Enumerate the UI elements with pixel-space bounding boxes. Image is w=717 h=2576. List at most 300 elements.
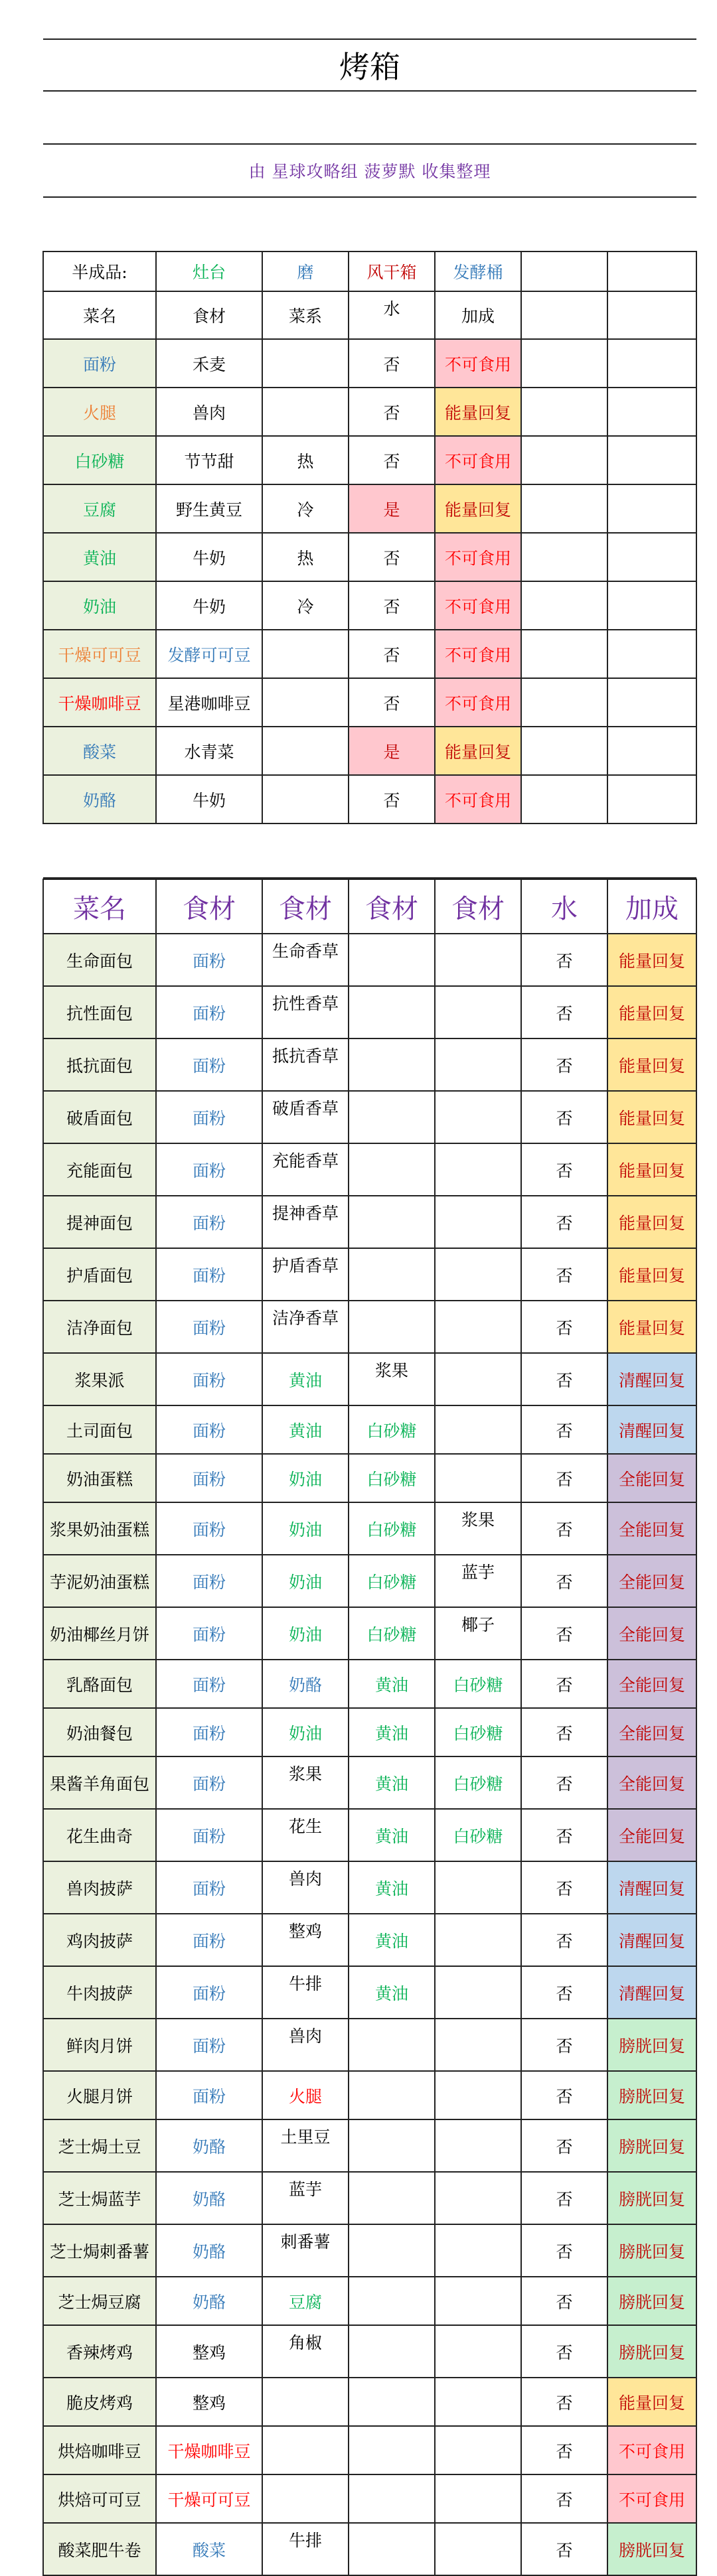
cell-buff: 膀胱回复 bbox=[607, 2325, 696, 2378]
cell-ingredient bbox=[262, 2474, 349, 2523]
cell-ingredient: 兽肉 bbox=[156, 388, 262, 436]
cell-buff: 不可食用 bbox=[435, 581, 521, 630]
header-cell: 加成 bbox=[435, 291, 521, 339]
table-row bbox=[43, 1301, 696, 1353]
cell-empty bbox=[521, 630, 607, 678]
cell-category: 热 bbox=[262, 533, 349, 581]
cell-ingredient: 牛排 bbox=[262, 2523, 349, 2575]
cell-ingredient bbox=[435, 2224, 521, 2277]
cell-ingredient: 浆果 bbox=[435, 1502, 521, 1555]
cell-ingredient: 刺番薯 bbox=[262, 2224, 349, 2277]
cell-ingredient bbox=[349, 2119, 435, 2172]
cell-water: 否 bbox=[521, 1091, 607, 1143]
cell-ingredient bbox=[435, 2426, 521, 2474]
cell-ingredient: 面粉 bbox=[156, 1607, 262, 1660]
cell-water: 否 bbox=[521, 1454, 607, 1502]
table-row bbox=[43, 1861, 696, 1914]
cell-name: 浆果奶油蛋糕 bbox=[43, 1502, 156, 1555]
table-row bbox=[43, 388, 696, 436]
cell-empty bbox=[607, 533, 696, 581]
table-row bbox=[43, 2277, 696, 2325]
cell-empty bbox=[521, 533, 607, 581]
cell-ingredient bbox=[435, 2172, 521, 2224]
cell-ingredient bbox=[435, 2378, 521, 2426]
cell-ingredient bbox=[435, 1091, 521, 1143]
cell-water: 否 bbox=[521, 2172, 607, 2224]
cell-name: 香辣烤鸡 bbox=[43, 2325, 156, 2378]
table-row bbox=[43, 2224, 696, 2277]
table-row bbox=[43, 1966, 696, 2019]
cell-ingredient bbox=[435, 1143, 521, 1196]
cell-name: 护盾面包 bbox=[43, 1248, 156, 1301]
cell-ingredient: 椰子 bbox=[435, 1607, 521, 1660]
header-cell: 灶台 bbox=[156, 251, 262, 291]
cell-empty bbox=[607, 484, 696, 533]
cell-ingredient: 面粉 bbox=[156, 1248, 262, 1301]
cell-ingredient: 面粉 bbox=[156, 1809, 262, 1861]
table-row bbox=[43, 1038, 696, 1091]
cell-name: 酸菜 bbox=[43, 727, 156, 775]
cell-ingredient: 整鸡 bbox=[262, 1914, 349, 1966]
cell-ingredient: 提神香草 bbox=[262, 1196, 349, 1248]
cell-ingredient: 黄油 bbox=[262, 1353, 349, 1405]
cell-ingredient bbox=[435, 2325, 521, 2378]
cell-ingredient bbox=[435, 2019, 521, 2071]
cell-buff: 能量回复 bbox=[435, 727, 521, 775]
header-cell: 食材 bbox=[262, 879, 349, 934]
table-row bbox=[43, 436, 696, 484]
cell-water: 否 bbox=[521, 1555, 607, 1607]
cell-name: 芝士焗刺番薯 bbox=[43, 2224, 156, 2277]
semi-table bbox=[42, 38, 697, 879]
table-row bbox=[43, 1809, 696, 1861]
cell-name: 奶酪 bbox=[43, 775, 156, 823]
cell-ingredient bbox=[349, 2071, 435, 2119]
cell-ingredient bbox=[435, 986, 521, 1038]
semi-subheader-row bbox=[43, 291, 696, 339]
table-row bbox=[43, 934, 696, 986]
cell-category bbox=[262, 775, 349, 823]
cell-ingredient bbox=[435, 2523, 521, 2575]
cell-buff: 能量回复 bbox=[435, 388, 521, 436]
table-row bbox=[43, 2523, 696, 2575]
cell-name: 抵抗面包 bbox=[43, 1038, 156, 1091]
cell-ingredient: 禾麦 bbox=[156, 339, 262, 388]
cell-category bbox=[262, 727, 349, 775]
cell-ingredient: 奶油 bbox=[262, 1607, 349, 1660]
cell-name: 酸菜肥牛卷 bbox=[43, 2523, 156, 2575]
cell-water: 否 bbox=[521, 1038, 607, 1091]
cell-category bbox=[262, 388, 349, 436]
cell-buff: 能量回复 bbox=[607, 1248, 696, 1301]
cell-name: 干燥咖啡豆 bbox=[43, 678, 156, 727]
cell-name: 抗性面包 bbox=[43, 986, 156, 1038]
cell-name: 芝士焗蓝芋 bbox=[43, 2172, 156, 2224]
cell-ingredient: 面粉 bbox=[156, 1091, 262, 1143]
cell-buff: 全能回复 bbox=[607, 1607, 696, 1660]
cell-ingredient bbox=[435, 2277, 521, 2325]
table-row bbox=[43, 678, 696, 727]
cell-category bbox=[262, 630, 349, 678]
cell-empty bbox=[521, 727, 607, 775]
cell-water: 否 bbox=[521, 1861, 607, 1914]
cell-ingredient bbox=[262, 2378, 349, 2426]
cell-ingredient: 奶酪 bbox=[156, 2277, 262, 2325]
table-row bbox=[43, 2019, 696, 2071]
cell-water: 是 bbox=[349, 727, 435, 775]
cell-ingredient bbox=[435, 1196, 521, 1248]
cell-water: 否 bbox=[349, 630, 435, 678]
table-row bbox=[43, 1143, 696, 1196]
cell-water: 否 bbox=[521, 2426, 607, 2474]
header-cell: 菜名 bbox=[43, 879, 156, 934]
cell-ingredient: 节节甜 bbox=[156, 436, 262, 484]
cell-name: 面粉 bbox=[43, 339, 156, 388]
cell-water: 否 bbox=[521, 1708, 607, 1756]
table-row bbox=[43, 1555, 696, 1607]
cell-ingredient bbox=[349, 2523, 435, 2575]
cell-water: 否 bbox=[349, 533, 435, 581]
cell-ingredient: 白砂糖 bbox=[435, 1756, 521, 1809]
header-cell bbox=[521, 251, 607, 291]
header-cell: 水 bbox=[521, 879, 607, 934]
cell-ingredient: 火腿 bbox=[262, 2071, 349, 2119]
cell-empty bbox=[607, 775, 696, 823]
header-cell: 加成 bbox=[607, 879, 696, 934]
cell-ingredient: 奶油 bbox=[262, 1502, 349, 1555]
cell-ingredient: 面粉 bbox=[156, 1143, 262, 1196]
cell-ingredient: 白砂糖 bbox=[435, 1809, 521, 1861]
cell-name: 鸡肉披萨 bbox=[43, 1914, 156, 1966]
table-row bbox=[43, 2426, 696, 2474]
cell-name: 充能面包 bbox=[43, 1143, 156, 1196]
cell-ingredient: 面粉 bbox=[156, 1914, 262, 1966]
cell-water: 否 bbox=[521, 1502, 607, 1555]
table-row bbox=[43, 2474, 696, 2523]
header-cell: 菜名 bbox=[43, 291, 156, 339]
cell-ingredient bbox=[349, 1038, 435, 1091]
cell-buff: 清醒回复 bbox=[607, 1914, 696, 1966]
cell-ingredient: 黄油 bbox=[262, 1405, 349, 1454]
cell-water: 否 bbox=[521, 1143, 607, 1196]
cell-ingredient: 面粉 bbox=[156, 1196, 262, 1248]
cell-empty bbox=[521, 339, 607, 388]
table-row bbox=[43, 1607, 696, 1660]
table-row bbox=[43, 727, 696, 775]
cell-ingredient: 兽肉 bbox=[262, 1861, 349, 1914]
cell-name: 火腿 bbox=[43, 388, 156, 436]
cell-buff: 膀胱回复 bbox=[607, 2019, 696, 2071]
cell-ingredient: 角椒 bbox=[262, 2325, 349, 2378]
cell-ingredient: 黄油 bbox=[349, 1660, 435, 1708]
header-cell: 风干箱 bbox=[349, 251, 435, 291]
table-row bbox=[43, 1248, 696, 1301]
cell-name: 果酱羊角面包 bbox=[43, 1756, 156, 1809]
table-row bbox=[43, 986, 696, 1038]
cell-ingredient bbox=[262, 2426, 349, 2474]
cell-ingredient: 破盾香草 bbox=[262, 1091, 349, 1143]
cell-ingredient: 面粉 bbox=[156, 2071, 262, 2119]
cell-ingredient: 生命香草 bbox=[262, 934, 349, 986]
cell-ingredient: 整鸡 bbox=[156, 2378, 262, 2426]
cell-buff: 能量回复 bbox=[607, 1301, 696, 1353]
spreadsheet bbox=[42, 38, 696, 2576]
cell-buff: 不可食用 bbox=[435, 630, 521, 678]
header-cell: 磨 bbox=[262, 251, 349, 291]
cell-ingredient: 白砂糖 bbox=[349, 1502, 435, 1555]
cell-empty bbox=[521, 581, 607, 630]
cell-ingredient bbox=[349, 1091, 435, 1143]
cell-ingredient: 奶酪 bbox=[262, 1660, 349, 1708]
cell-buff: 膀胱回复 bbox=[607, 2277, 696, 2325]
cell-name: 生命面包 bbox=[43, 934, 156, 986]
cell-name: 浆果派 bbox=[43, 1353, 156, 1405]
table-row bbox=[43, 581, 696, 630]
cell-water: 否 bbox=[521, 2019, 607, 2071]
cell-ingredient bbox=[435, 1038, 521, 1091]
cell-ingredient bbox=[435, 1861, 521, 1914]
cell-empty bbox=[521, 484, 607, 533]
cell-buff: 能量回复 bbox=[607, 934, 696, 986]
cell-buff: 能量回复 bbox=[435, 484, 521, 533]
table-row bbox=[43, 1708, 696, 1756]
cell-name: 花生曲奇 bbox=[43, 1809, 156, 1861]
cell-ingredient: 面粉 bbox=[156, 1405, 262, 1454]
cell-water: 否 bbox=[521, 1353, 607, 1405]
header-cell bbox=[521, 291, 607, 339]
cell-ingredient bbox=[349, 2172, 435, 2224]
cell-name: 烘焙咖啡豆 bbox=[43, 2426, 156, 2474]
table-row bbox=[43, 775, 696, 823]
cell-buff: 清醒回复 bbox=[607, 1966, 696, 2019]
cell-ingredient: 黄油 bbox=[349, 1914, 435, 1966]
cell-name: 奶油蛋糕 bbox=[43, 1454, 156, 1502]
cell-buff: 不可食用 bbox=[435, 678, 521, 727]
cell-empty bbox=[521, 436, 607, 484]
cell-water: 否 bbox=[349, 678, 435, 727]
cell-ingredient: 牛奶 bbox=[156, 775, 262, 823]
cell-empty bbox=[607, 727, 696, 775]
cell-name: 奶油椰丝月饼 bbox=[43, 1607, 156, 1660]
cell-buff: 清醒回复 bbox=[607, 1861, 696, 1914]
cell-ingredient: 面粉 bbox=[156, 934, 262, 986]
cell-ingredient: 面粉 bbox=[156, 1756, 262, 1809]
table-row bbox=[43, 1660, 696, 1708]
cell-ingredient bbox=[435, 934, 521, 986]
cell-ingredient: 奶酪 bbox=[156, 2119, 262, 2172]
cell-water: 否 bbox=[349, 339, 435, 388]
cell-ingredient: 奶油 bbox=[262, 1555, 349, 1607]
cell-ingredient bbox=[349, 986, 435, 1038]
cell-ingredient: 牛排 bbox=[262, 1966, 349, 2019]
cell-buff: 膀胱回复 bbox=[607, 2523, 696, 2575]
cell-name: 破盾面包 bbox=[43, 1091, 156, 1143]
cell-ingredient: 干燥可可豆 bbox=[156, 2474, 262, 2523]
cell-ingredient: 土里豆 bbox=[262, 2119, 349, 2172]
cell-name: 白砂糖 bbox=[43, 436, 156, 484]
cell-ingredient bbox=[435, 1966, 521, 2019]
cell-buff: 膀胱回复 bbox=[607, 2119, 696, 2172]
cell-water: 否 bbox=[349, 436, 435, 484]
cell-name: 奶油餐包 bbox=[43, 1708, 156, 1756]
table-row bbox=[43, 339, 696, 388]
table-row bbox=[43, 1196, 696, 1248]
cell-ingredient: 黄油 bbox=[349, 1966, 435, 2019]
cell-ingredient: 面粉 bbox=[156, 1966, 262, 2019]
cell-buff: 能量回复 bbox=[607, 2378, 696, 2426]
cell-buff: 不可食用 bbox=[435, 775, 521, 823]
table-row bbox=[43, 1454, 696, 1502]
cell-ingredient: 黄油 bbox=[349, 1756, 435, 1809]
cell-water: 否 bbox=[349, 581, 435, 630]
cell-ingredient: 白砂糖 bbox=[349, 1607, 435, 1660]
cell-buff: 不可食用 bbox=[435, 533, 521, 581]
cell-buff: 不可食用 bbox=[435, 339, 521, 388]
cell-category bbox=[262, 339, 349, 388]
recipe-table bbox=[42, 879, 697, 2576]
cell-ingredient bbox=[349, 2474, 435, 2523]
cell-ingredient: 干燥咖啡豆 bbox=[156, 2426, 262, 2474]
cell-water: 否 bbox=[521, 2523, 607, 2575]
cell-water: 否 bbox=[349, 388, 435, 436]
cell-ingredient: 充能香草 bbox=[262, 1143, 349, 1196]
cell-ingredient bbox=[435, 1405, 521, 1454]
cell-water: 否 bbox=[521, 2119, 607, 2172]
cell-name: 鲜肉月饼 bbox=[43, 2019, 156, 2071]
header-cell: 食材 bbox=[156, 291, 262, 339]
cell-water: 否 bbox=[521, 1756, 607, 1809]
table-row bbox=[43, 1353, 696, 1405]
cell-water: 否 bbox=[521, 1914, 607, 1966]
cell-ingredient: 黄油 bbox=[349, 1809, 435, 1861]
cell-ingredient: 白砂糖 bbox=[349, 1405, 435, 1454]
cell-water: 否 bbox=[521, 2378, 607, 2426]
table-row bbox=[43, 630, 696, 678]
cell-ingredient: 面粉 bbox=[156, 1353, 262, 1405]
cell-name: 烘焙可可豆 bbox=[43, 2474, 156, 2523]
cell-ingredient: 花生 bbox=[262, 1809, 349, 1861]
cell-empty bbox=[607, 630, 696, 678]
cell-water: 否 bbox=[521, 1966, 607, 2019]
cell-ingredient: 奶油 bbox=[262, 1708, 349, 1756]
table-row bbox=[43, 2071, 696, 2119]
cell-water: 否 bbox=[521, 2474, 607, 2523]
cell-water: 否 bbox=[521, 1196, 607, 1248]
header-cell: 水 bbox=[349, 291, 435, 339]
cell-empty bbox=[521, 388, 607, 436]
cell-buff: 不可食用 bbox=[607, 2474, 696, 2523]
cell-ingredient bbox=[435, 1248, 521, 1301]
cell-ingredient: 抗性香草 bbox=[262, 986, 349, 1038]
cell-ingredient: 牛奶 bbox=[156, 581, 262, 630]
recipe-header-row bbox=[43, 879, 696, 934]
cell-ingredient: 白砂糖 bbox=[349, 1454, 435, 1502]
cell-water: 否 bbox=[521, 1301, 607, 1353]
cell-ingredient bbox=[349, 934, 435, 986]
cell-ingredient: 洁净香草 bbox=[262, 1301, 349, 1353]
cell-ingredient: 水青菜 bbox=[156, 727, 262, 775]
cell-ingredient bbox=[349, 2224, 435, 2277]
cell-buff: 全能回复 bbox=[607, 1454, 696, 1502]
cell-ingredient: 面粉 bbox=[156, 1454, 262, 1502]
cell-buff: 能量回复 bbox=[607, 986, 696, 1038]
cell-ingredient bbox=[435, 1914, 521, 1966]
cell-ingredient: 面粉 bbox=[156, 2019, 262, 2071]
cell-ingredient: 星港咖啡豆 bbox=[156, 678, 262, 727]
cell-ingredient: 浆果 bbox=[262, 1756, 349, 1809]
cell-buff: 能量回复 bbox=[607, 1038, 696, 1091]
cell-empty bbox=[607, 678, 696, 727]
cell-name: 土司面包 bbox=[43, 1405, 156, 1454]
cell-ingredient bbox=[349, 1248, 435, 1301]
cell-water: 否 bbox=[521, 2325, 607, 2378]
cell-buff: 全能回复 bbox=[607, 1502, 696, 1555]
cell-buff: 能量回复 bbox=[607, 1196, 696, 1248]
cell-ingredient bbox=[435, 2071, 521, 2119]
cell-buff: 能量回复 bbox=[607, 1143, 696, 1196]
cell-name: 豆腐 bbox=[43, 484, 156, 533]
cell-ingredient: 面粉 bbox=[156, 1660, 262, 1708]
cell-ingredient: 整鸡 bbox=[156, 2325, 262, 2378]
cell-ingredient bbox=[349, 2378, 435, 2426]
cell-name: 奶油 bbox=[43, 581, 156, 630]
header-cell: 食材 bbox=[435, 879, 521, 934]
cell-ingredient: 面粉 bbox=[156, 1301, 262, 1353]
cell-ingredient: 白砂糖 bbox=[435, 1660, 521, 1708]
cell-ingredient: 蓝芋 bbox=[262, 2172, 349, 2224]
cell-ingredient: 黄油 bbox=[349, 1708, 435, 1756]
cell-category: 冷 bbox=[262, 484, 349, 533]
cell-water: 否 bbox=[521, 1248, 607, 1301]
cell-buff: 全能回复 bbox=[607, 1555, 696, 1607]
table-row bbox=[43, 1914, 696, 1966]
cell-water: 否 bbox=[521, 1607, 607, 1660]
cell-buff: 不可食用 bbox=[607, 2426, 696, 2474]
table-row bbox=[43, 2378, 696, 2426]
table-row bbox=[43, 2325, 696, 2378]
cell-name: 芝士焗土豆 bbox=[43, 2119, 156, 2172]
cell-empty bbox=[521, 775, 607, 823]
table-row bbox=[43, 1091, 696, 1143]
cell-ingredient: 发酵可可豆 bbox=[156, 630, 262, 678]
cell-water: 否 bbox=[521, 934, 607, 986]
cell-category: 冷 bbox=[262, 581, 349, 630]
table-row bbox=[43, 1405, 696, 1454]
table-row bbox=[43, 1756, 696, 1809]
cell-ingredient bbox=[349, 2019, 435, 2071]
cell-empty bbox=[521, 678, 607, 727]
cell-ingredient bbox=[435, 1454, 521, 1502]
header-cell bbox=[607, 291, 696, 339]
header-cell: 菜系 bbox=[262, 291, 349, 339]
cell-ingredient: 野生黄豆 bbox=[156, 484, 262, 533]
table-row bbox=[43, 533, 696, 581]
header-cell: 食材 bbox=[349, 879, 435, 934]
cell-buff: 不可食用 bbox=[435, 436, 521, 484]
cell-ingredient: 奶酪 bbox=[156, 2172, 262, 2224]
cell-ingredient: 奶油 bbox=[262, 1454, 349, 1502]
cell-water: 否 bbox=[521, 1660, 607, 1708]
page-title: 烤箱 bbox=[43, 39, 696, 91]
cell-name: 芝士焗豆腐 bbox=[43, 2277, 156, 2325]
cell-name: 兽肉披萨 bbox=[43, 1861, 156, 1914]
cell-ingredient bbox=[435, 1353, 521, 1405]
cell-ingredient: 兽肉 bbox=[262, 2019, 349, 2071]
cell-name: 火腿月饼 bbox=[43, 2071, 156, 2119]
cell-water: 否 bbox=[521, 2277, 607, 2325]
cell-name: 乳酪面包 bbox=[43, 1660, 156, 1708]
table-row bbox=[43, 484, 696, 533]
